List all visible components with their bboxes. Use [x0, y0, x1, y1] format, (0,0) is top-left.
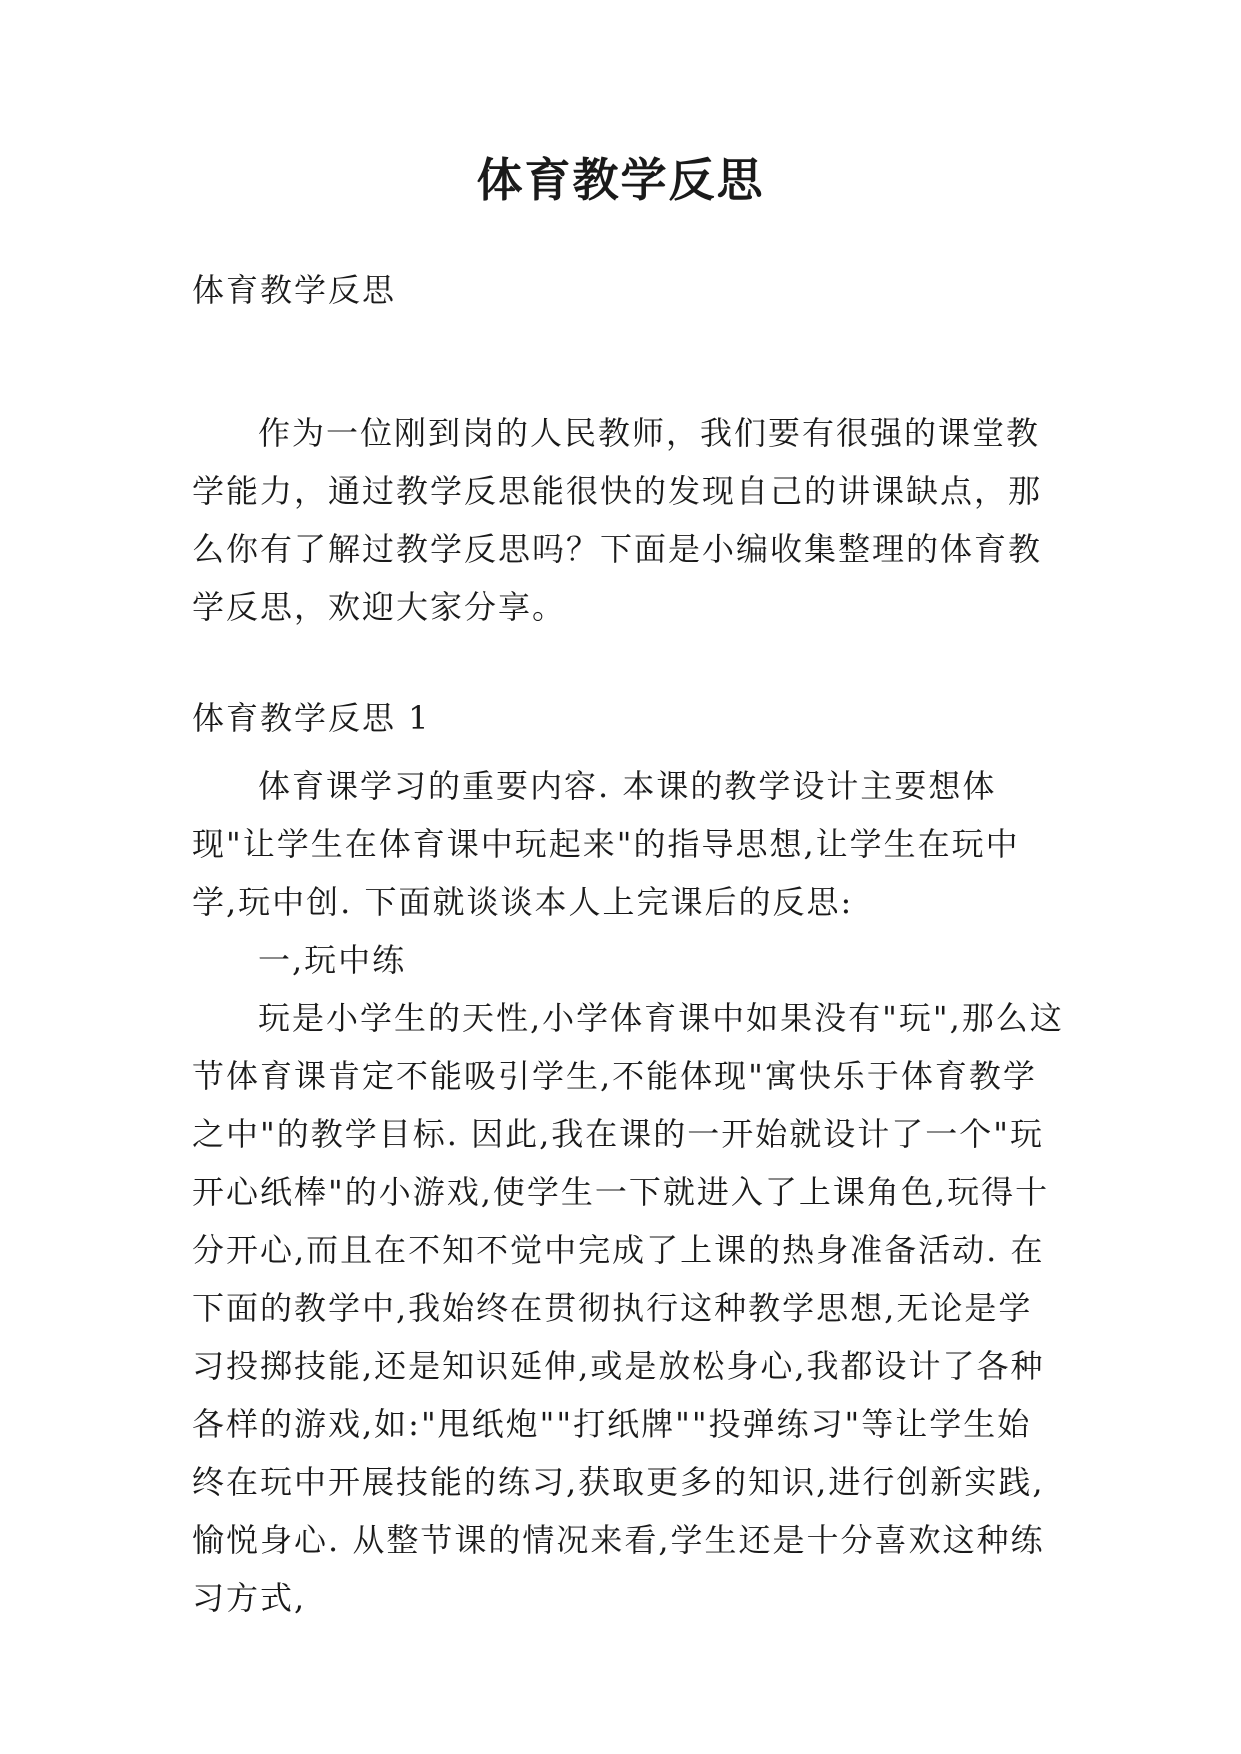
- section-content: [192, 757, 1064, 1627]
- document-title: 体育教学反思: [476, 153, 765, 207]
- content-subheading: 一,玩中练: [258, 941, 407, 979]
- document-subtitle: 体育教学反思: [192, 271, 397, 309]
- intro-paragraph: 作为一位刚到岗的人民教师，我们要有很强的课堂教学能力，通过教学反思能很快的发现自己的讲课缺点，那么你有了解过教学反思吗？下面是小编收集整理的体育教学反思，欢迎大家分享。: [192, 414, 1043, 626]
- content-paragraph: 玩是小学生的天性,小学体育课中如果没有"玩",那么这节体育课肯定不能吸引学生,不能体现"寓快乐于体育教学之中"的教学目标. 因此,我在课的一开始就设计了一个"玩开心纸棒"的小游戏,使学生一下就进入了上课角色,玩得十分开心,而且在不知不觉中完成了上课的热身准备活动. 在下面的教学中,我始终在贯彻执行这种教学思想,无论是学习投掷技能,还是知识延伸,或是放松身心,我都设计了各种各样的游戏,如:"甩纸炮""打纸牌""投弹练习"等让学生始终在玩中开展技能的练习,获取更多的知识,进行创新实践,愉悦身心. 从整节课的情况来看,学生还是十分喜欢这种练习方式,: [192, 999, 1064, 1617]
- content-paragraph: 体育课学习的重要内容. 本课的教学设计主要想体现"让学生在体育课中玩起来"的指导思想,让学生在玩中学,玩中创. 下面就谈谈本人上完课后的反思:: [192, 767, 1020, 921]
- section-heading: 体育教学反思 1: [192, 699, 431, 737]
